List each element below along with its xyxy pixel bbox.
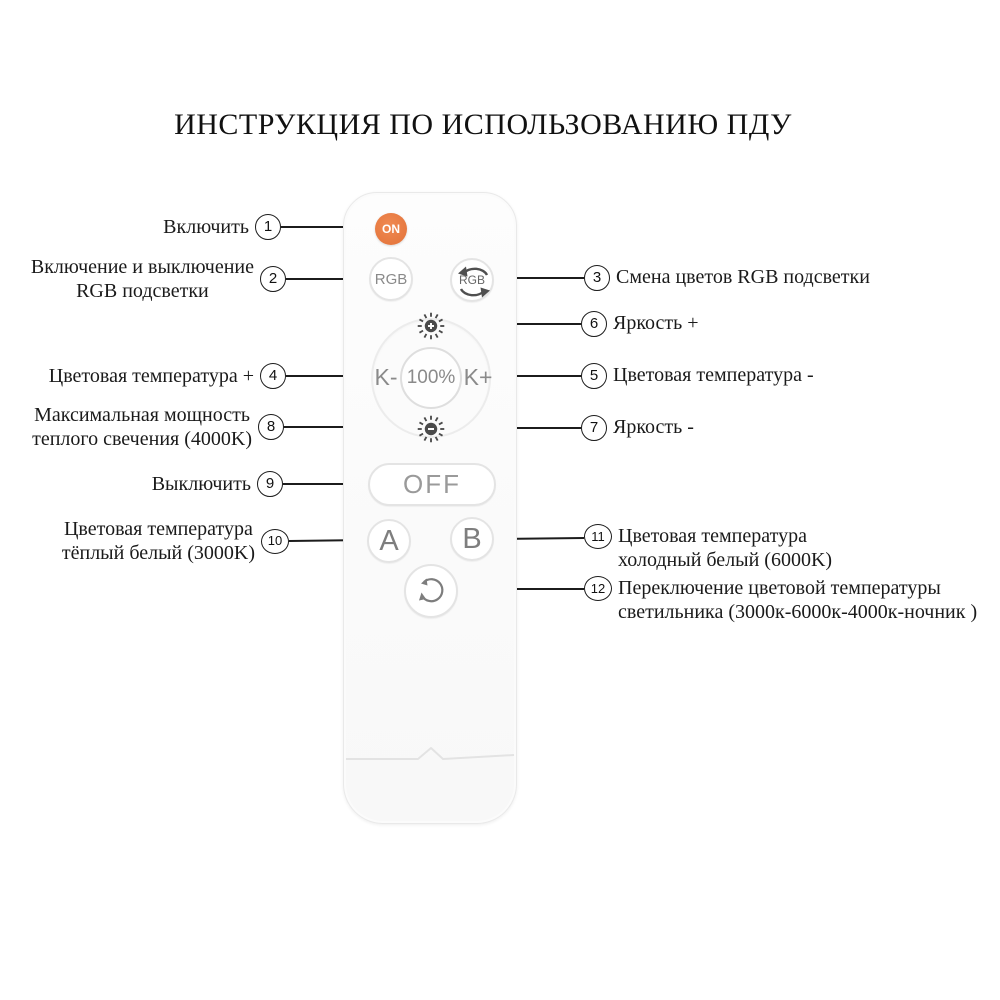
brightness-plus-icon[interactable] xyxy=(416,311,446,341)
rgb-color-cycle-button[interactable] xyxy=(450,258,494,302)
callout-number: 4 xyxy=(260,363,286,389)
callout-number: 10 xyxy=(261,529,289,554)
callout-brightness-minus xyxy=(581,415,694,441)
callout-number: 5 xyxy=(581,363,607,389)
callout-text: Яркость - xyxy=(613,416,694,438)
callout-text: Переключение цветовой температуры xyxy=(618,577,941,599)
callout-text: светильника (3000к-6000к-4000к-ночник ) xyxy=(618,601,978,623)
callout-number: 11 xyxy=(584,524,612,549)
callout-text: Максимальная мощность xyxy=(34,404,250,426)
callout-text: холодный белый (6000K) xyxy=(618,549,833,571)
callout-text: RGB подсветки xyxy=(76,280,209,302)
callout-text: Яркость + xyxy=(613,312,699,334)
temperature-cycle-button[interactable] xyxy=(404,564,458,618)
callout-number: 2 xyxy=(260,266,286,292)
brightness-minus-icon[interactable] xyxy=(416,414,446,444)
callout-color-temp-minus xyxy=(581,363,814,389)
callout-rgb-color-change xyxy=(584,265,870,291)
callout-temp-cycle xyxy=(584,576,977,624)
callout-number: 12 xyxy=(584,576,612,601)
battery-cover-seam xyxy=(344,745,516,769)
dial-center-button[interactable]: 100% xyxy=(400,347,462,409)
power-on-button[interactable]: ON xyxy=(375,213,407,245)
rgb-cycle-label: RGB xyxy=(458,273,485,287)
warm-white-button[interactable]: A xyxy=(367,519,411,563)
callout-max-warm-power xyxy=(32,403,284,451)
callout-rgb-toggle xyxy=(31,255,286,303)
refresh-icon xyxy=(414,574,448,608)
callout-number: 3 xyxy=(584,265,610,291)
callout-text: Цветовая температура xyxy=(618,525,807,547)
cold-white-button[interactable]: B xyxy=(450,517,494,561)
callout-text: Включить xyxy=(163,216,249,238)
callout-number: 9 xyxy=(257,471,283,497)
callout-brightness-plus xyxy=(581,311,699,337)
color-temp-plus-button[interactable]: K- xyxy=(374,364,398,390)
rgb-toggle-button[interactable]: RGB xyxy=(369,257,413,301)
callout-text: Выключить xyxy=(151,473,251,495)
callout-text: тёплый белый (3000K) xyxy=(61,542,255,564)
callout-cold-white xyxy=(584,524,832,572)
callout-text: теплого свечения (4000K) xyxy=(32,428,252,450)
callout-color-temp-plus xyxy=(49,363,286,389)
callout-text: Цветовая температура xyxy=(63,518,253,540)
callout-number: 8 xyxy=(258,414,284,440)
callout-power-off xyxy=(152,471,283,497)
power-off-button[interactable]: OFF xyxy=(368,463,496,506)
callout-number: 7 xyxy=(581,415,607,441)
color-temp-minus-button[interactable]: K+ xyxy=(463,364,493,390)
callout-text: Смена цветов RGB подсветки xyxy=(616,266,870,288)
callout-power-on xyxy=(163,214,281,240)
callout-number: 1 xyxy=(255,214,281,240)
callout-text: Цветовая температура - xyxy=(613,364,814,386)
remote-control xyxy=(343,192,517,824)
callout-number: 6 xyxy=(581,311,607,337)
callout-text: Цветовая температура + xyxy=(48,365,254,387)
page-title: ИНСТРУКЦИЯ ПО ИСПОЛЬЗОВАНИЮ ПДУ xyxy=(174,108,792,141)
callout-warm-white xyxy=(62,517,289,565)
callout-text: Включение и выключение xyxy=(30,256,254,278)
